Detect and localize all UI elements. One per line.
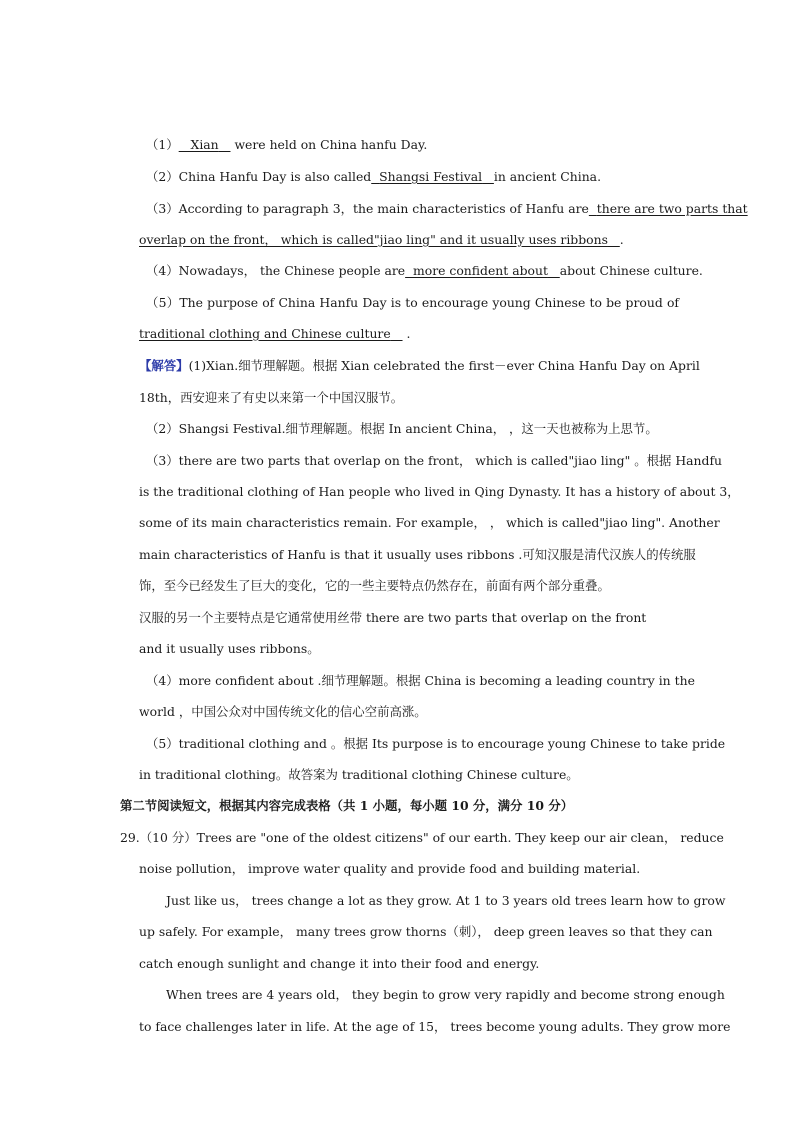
answer-2-blank-text: Shangsi Festival: [379, 169, 483, 184]
answer-1-blank-text: Xian: [190, 137, 219, 152]
answer-2-number: （2）: [146, 169, 179, 184]
solution-line-6: some of its main characteristics remain. For example， ， which is called"jiao ling". Another: [139, 515, 720, 530]
solution-label: 【解答】: [139, 358, 189, 373]
solution-line-10: and it usually uses ribbons。: [139, 641, 320, 656]
question-29-number: 29.: [120, 830, 140, 845]
answer-4-prefix: Nowadays， the Chinese people are: [178, 263, 406, 278]
answer-4-blank-text: more confident about: [413, 263, 548, 278]
solution-line-1: [139, 357, 700, 375]
answer-3-blank-1-text: there are two parts that: [596, 201, 748, 216]
answer-2: [146, 168, 686, 186]
answer-1-rest: were held on China hanfu Day.: [234, 137, 428, 152]
answer-4: [146, 262, 703, 280]
answer-3-line-1: [146, 200, 748, 218]
solution-line-3: （2）Shangsi Festival.细节理解题。根据 In ancient China， ，这一天也被称为上思节。: [146, 421, 658, 436]
solution-line-4: （3）there are two parts that overlap on the front， which is called"jiao ling" 。根据 Handfu: [146, 453, 723, 468]
solution-line-2: 18th，西安迎来了有史以来第一个中国汉服节。: [139, 390, 404, 405]
solution-line-8: 饰，至今已经发生了巨大的变化，它的一些主要特点仍然存在，前面有两个部分重叠。: [139, 578, 610, 593]
answer-3-prefix: According to paragraph 3，the main characteristics of Hanfu are: [178, 201, 589, 216]
answer-5-blank-text: traditional clothing and Chinese culture: [139, 326, 391, 341]
answer-2-rest: in ancient China.: [493, 169, 602, 184]
paragraph-2-line-2: up safely. For example， many trees grow thorns（刺）， deep green leaves so that they can: [139, 924, 713, 939]
answer-3-blank-2: overlap on the front， which is called"jiao ling" and it usually uses ribbons: [139, 232, 608, 247]
question-29-text-1: （10 分）Trees are "one of the oldest citizens" of our earth. They keep our air clean， reduce: [139, 830, 724, 845]
solution-line-14: in traditional clothing。故答案为 traditional clothing Chinese culture。: [139, 767, 579, 782]
solution-line-9: 汉服的另一个主要特点是它通常使用丝带 there are two parts that overlap on the front: [139, 610, 647, 625]
paragraph-3-line-2: to face challenges later in life. At the age of 15， trees become young adults. They grow more: [139, 1019, 731, 1034]
paragraph-3-line-1: When trees are 4 years old， they begin to grow very rapidly and become strong enough: [166, 987, 725, 1002]
answer-3-end: .: [619, 232, 624, 247]
answer-5-end: .: [406, 326, 411, 341]
solution-line-11: （4）more confident about .细节理解题。根据 China is becoming a leading country in the: [146, 673, 695, 688]
solution-line-7: main characteristics of Hanfu is that it usually uses ribbons .可知汉服是清代汉族人的传统服: [139, 547, 696, 562]
answer-5-number: （5）: [146, 295, 180, 310]
paragraph-2-line-1: Just like us， trees change a lot as they grow. At 1 to 3 years old trees learn how to grow: [166, 893, 726, 908]
solution-text-1: (1)Xian.细节理解题。根据 Xian celebrated the first－ever China Hanfu Day on April: [188, 358, 700, 373]
answer-1-number: （1）: [146, 137, 179, 152]
question-29-line-1: [120, 829, 724, 847]
paragraph-2-line-3: catch enough sunlight and change it into their food and energy.: [139, 956, 540, 971]
answer-3-blank-2-pad: [608, 232, 620, 247]
answer-5-line-1: [146, 294, 679, 312]
answer-2-blank: [371, 169, 494, 184]
answer-3-blank-1: [589, 201, 748, 216]
answer-3-number: （3）: [146, 201, 179, 216]
answer-1-blank: [179, 137, 231, 152]
answer-5-blank: [139, 326, 403, 341]
answer-3-line-2: [139, 231, 679, 249]
answer-5-line-2: [139, 325, 679, 343]
answer-1: [146, 136, 686, 154]
solution-line-13: （5）traditional clothing and 。根据 Its purpose is to encourage young Chinese to take pride: [146, 736, 726, 751]
answer-2-prefix: China Hanfu Day is also called: [178, 169, 372, 184]
solution-line-12: world ，中国公众对中国传统文化的信心空前高涨。: [139, 704, 427, 719]
solution-line-5: is the traditional clothing of Han people who lived in Qing Dynasty. It has a history of about 3，: [139, 484, 740, 499]
answer-4-blank: [405, 263, 560, 278]
question-29-line-2: noise pollution， improve water quality and provide food and building material.: [139, 861, 641, 876]
answer-4-number: （4）: [146, 263, 179, 278]
answer-5-prefix: The purpose of China Hanfu Day is to encourage young Chinese to be proud of: [179, 295, 679, 310]
section-heading: 第二节阅读短文，根据其内容完成表格（共 1 小题，每小题 10 分，满分 10 分）: [120, 798, 574, 813]
answer-4-rest: about Chinese culture.: [559, 263, 703, 278]
